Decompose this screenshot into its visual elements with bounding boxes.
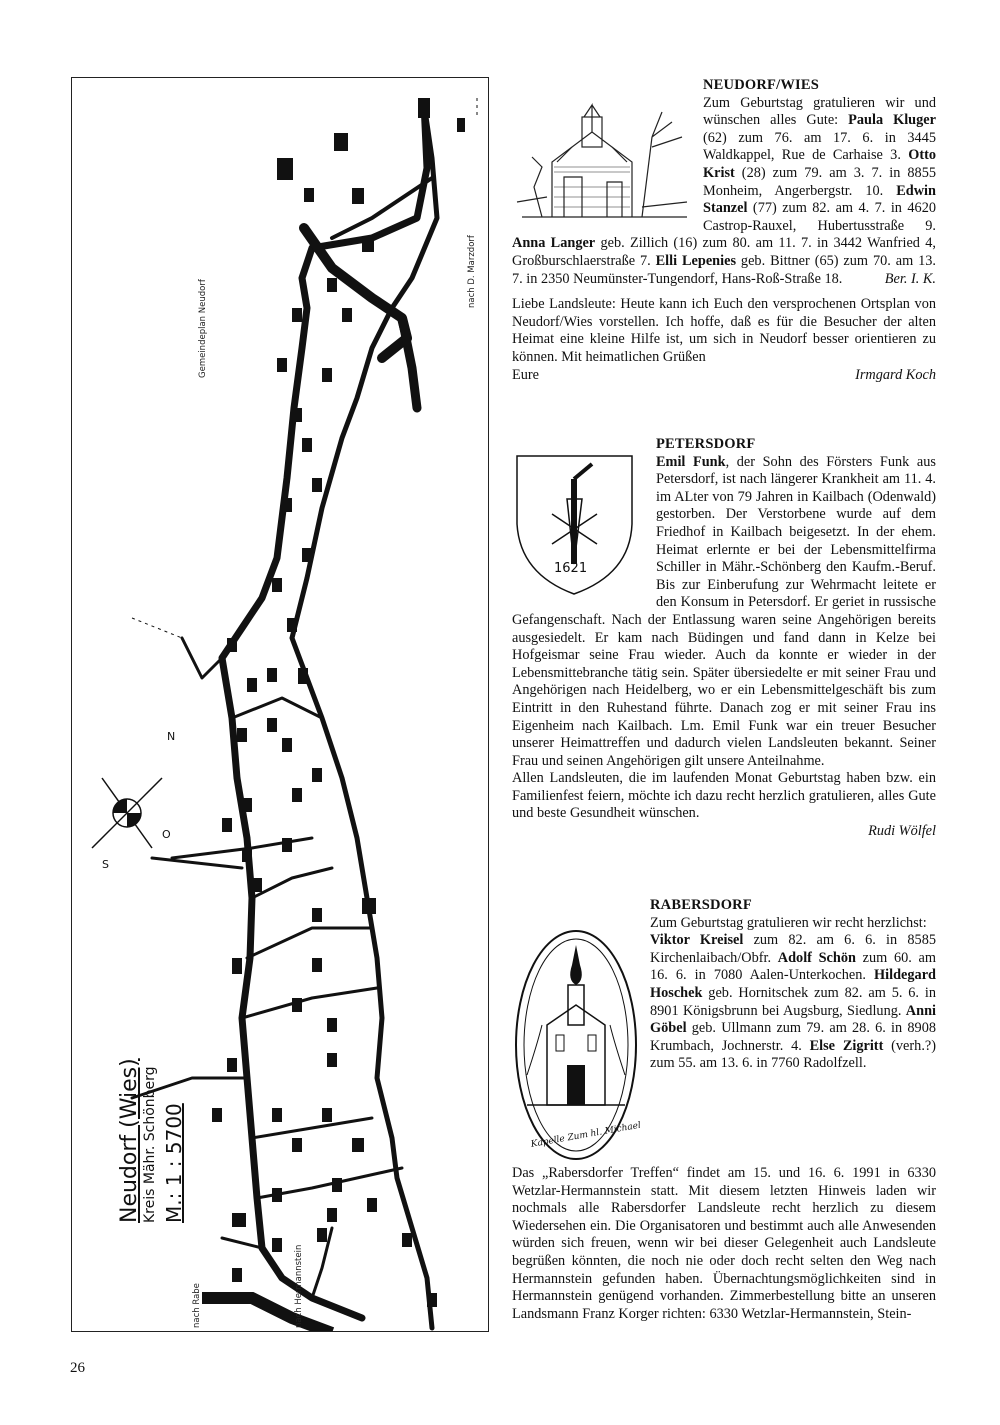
rabersdorf-p5-text: (verh.?) zum 55. am 13. 6. in 7760 Radolfzell. [650,1037,936,1072]
name-else-zigritt: Else Zigritt [809,1037,884,1054]
petersdorf-obituary: , der Sohn des Försters Funk aus Petersdorf, ist nach längerer Krankheit am 11. 4. im ALter von 79 Jahren in Kailbach (Odenwald) gestorben. Der Verstorbene wurde auf dem Friedhof in Kailbach beigesetzt. In der ehem. Heimat erlernte er bei der Lebensmittelfirma Schiller in Mähr.-Schönberg den Kaufm.-Beruf. Bis zur Einberufung zur Wehrmacht leitete er den Konsum in Petersdorf. Er geriet in russische Gefangenschaft. Nach der Entlassung waren seine Angehörigen bereits ausgesiedelt. Er kam nach Büdingen und fand dann in Kelze bei Hofgeismar seine Frau wieder. Auch da konnte er wieder in der Lebensmittebranche tätig sein. Später übersiedelte er mit seiner Frau und Angehörigen nach Heidelberg, wo er ein Lebensmittelgeschäft bis zum Eintritt in den Ruhestand führte. Danach zog er mit seiner Frau ins Eigenheim nach Kailbach. Lm. Emil Funk war ein treuer Besucher unserer Heimattreffen und dadurch vielen Landsleuten bekannt. Seiner Frau und seinen Angehörigen gilt unsere Anteilnahme. [512,453,936,769]
church-drawing [512,77,697,229]
neudorf-p4-text: geb. Zillich (16) zum 80. am 11. 7. in 3442 Wanfried 4, Großburschlaerstraße 7. [512,235,936,269]
svg-text:S: S [102,858,109,871]
petersdorf-greeting: Allen Landsleuten, die im laufenden Monat Geburtstag haben bzw. ein Familienfest feiern, möchte ich dazu recht herzlich gratulieren, alles Gute und beste Gesundheit wünschen. [512,770,936,822]
svg-text:O: O [162,828,171,841]
rabersdorf-p3-text: geb. Hornitschek zum 82. am 5. 6. in 8901 Königsbrunn bei Augsburg, Siedlung. [650,984,936,1019]
map-scale: M.: 1 : 5700 [162,1103,186,1223]
neudorf-eure: Eure [512,366,539,383]
petersdorf-heading: PETERSDORF [656,436,756,452]
map-title: Neudorf (Wies) [117,1058,142,1223]
neudorf-heading: NEUDORF/WIES [703,77,819,93]
rabersdorf-p1-text: zum 82. am 6. 6. in 8585 Kirchenlaibach/Obfr. [650,932,936,966]
map-title-block [117,1058,186,1223]
rabersdorf-p2-text: zum 60. am 16. 6. in 7080 Aalen-Unterkochen. [650,949,936,984]
neudorf-p3-text: (77) zum 82. am 4. 7. in 4620 Castrop-Rauxel, Hubertusstraße 9. [703,200,936,234]
chapel-drawing [512,925,640,1165]
name-anna-langer: Anna Langer [512,235,596,252]
neudorf-intro: Zum Geburtstag gratulieren wir und wünschen alles Gute: [703,94,936,129]
name-viktor-kreisel: Viktor Kreisel [650,932,744,949]
name-hildegard-hoschek: Hildegard Hoschek [650,967,936,1001]
name-elli-lepenies: Elli Lepenies [655,252,737,269]
rabersdorf-treffen: Das „Rabersdorfer Treffen“ findet am 15. und 16. 6. 1991 in 6330 Wetzlar-Hermannstein statt. Mit diesem letzten Hinweis laden wir nochmals alle Rabersdorfer Landsleute recht herzlich zu diesem Wiedersehen ein. Die Organisatoren und bestimmt auch alle Anwesenden würden sich freuen, wenn wir bei dieser Gelegenheit auch Landsleute begrüßen könnten, die noch nie oder doch recht selten den Weg nach Hermannstein gefunden haben. Übernachtungsmöglichkeiten sind in Hermannstein genügend vorhanden. Zimmerbestellung bitte an unseren Landsmann Franz Korger richten: 6330 Wetzlar-Hermannstein, Stein- [512,1165,936,1322]
village-map [71,77,489,1332]
svg-text:N: N [167,730,176,743]
name-anni-goebel: Anni Göbel [650,1002,936,1037]
name-paula-kluger: Paula Kluger [848,112,936,129]
neudorf-section [512,77,936,384]
name-edwin-stanzel: Edwin Stanzel [703,182,936,217]
petersdorf-section [512,436,936,841]
neudorf-signature: Irmgard Koch [855,366,936,383]
rabersdorf-p4-text: geb. Ullmann zum 79. am 28. 6. in 8908 Krumbach, Jochnerstr. 4. [650,1020,936,1054]
page-number: 26 [70,1360,85,1376]
chapel-caption: Kapelle Zum hl. Michael [530,1120,640,1150]
petersdorf-signature: Rudi Wölfel [868,823,936,840]
map-note-top: Gemeindeplan Neudorf [198,279,208,378]
name-emil-funk: Emil Funk [656,453,726,470]
map-note-bottom-left: nach Rabe [192,1283,202,1328]
map-note-bottom-right: nach Hermannstein [294,1244,304,1328]
rabersdorf-section [512,897,936,1323]
neudorf-signature-initials: Ber. I. K. [884,270,936,287]
neudorf-p5-text: geb. Bittner (65) zum 70. am 13. 7. in 2350 Neumünster-Tungendorf, Hans-Roß-Straße 18. [512,252,936,287]
name-otto-krist: Otto Krist [703,147,936,181]
crest-year: 1621 [554,561,588,576]
petersdorf-crest [512,454,642,600]
map-note-right: nach D. Marzdorf [467,235,477,308]
neudorf-p2-text: (28) zum 79. am 3. 7. in 8855 Monheim, Angerbergstr. 10. [703,164,936,199]
rabersdorf-intro: Zum Geburtstag gratulieren wir recht herzlichst: [650,914,927,931]
rabersdorf-heading: RABERSDORF [650,897,752,913]
map-subtitle: Kreis Mähr. Schönberg [142,1066,158,1223]
neudorf-letter: Liebe Landsleute: Heute kann ich Euch den versprochenen Ortsplan von Neudorf/Wies vorstellen. Ich hoffe, daß es für die Besucher der alten Heimat eine kleine Hilfe ist, um sich in Neudorf besser orientieren zu können. Mit heimatlichen Grüßen [512,296,936,365]
neudorf-p1-text: (62) zum 76. am 17. 6. in 3445 Waldkappel, Rue de Carhaise 3. [703,129,936,164]
name-adolf-schoen: Adolf Schön [777,949,856,966]
